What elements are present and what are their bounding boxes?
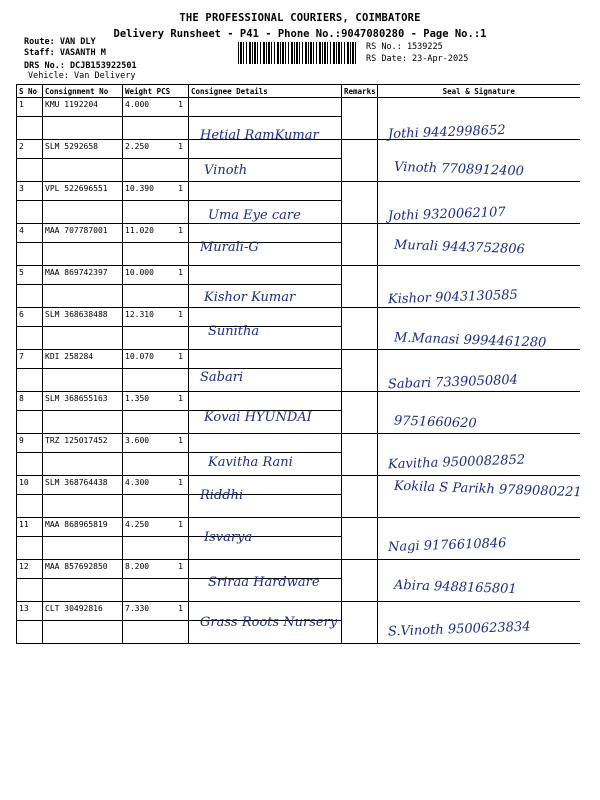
handwritten-signature: M.Manasi 9994461280 <box>393 330 547 351</box>
cell-remarks <box>342 560 378 602</box>
cell-weight <box>123 434 189 476</box>
cell-sno: 6 <box>17 308 43 350</box>
cell-consignment-no: SLM 368655163 <box>43 392 123 434</box>
cell-weight <box>123 182 189 224</box>
weight-value: 1.350 <box>125 394 150 403</box>
cell-remarks <box>342 224 378 266</box>
weight-value: 8.200 <box>125 562 150 571</box>
weight-value: 2.250 <box>125 142 150 151</box>
cell-weight <box>123 224 189 266</box>
handwritten-signature: 9751660620 <box>393 413 477 432</box>
pcs-value: 1 <box>178 142 183 151</box>
col-sno: S No <box>17 85 43 98</box>
handwritten-consignee: Murali-G <box>200 240 259 255</box>
cell-consignment-no: KMU 1192204 <box>43 98 123 140</box>
handwritten-signature: Abira 9488165801 <box>393 577 517 598</box>
handwritten-signature: Kavitha 9500082852 <box>387 452 526 473</box>
drs-label: DRS No.: DCJB153922501 <box>24 61 137 71</box>
cell-consignment-no: MAA 707787001 <box>43 224 123 266</box>
cell-sno: 13 <box>17 602 43 644</box>
col-consignment: Consignment No <box>43 85 123 98</box>
cell-consignment-no: VPL 522696551 <box>43 182 123 224</box>
cell-weight <box>123 560 189 602</box>
cell-weight <box>123 266 189 308</box>
handwritten-consignee: Kovai HYUNDAI <box>204 410 312 425</box>
cell-weight <box>123 350 189 392</box>
handwritten-signature: Vinoth 7708912400 <box>393 159 525 180</box>
pcs-value: 1 <box>178 520 183 529</box>
rs-number: RS No.: 1539225 <box>366 42 443 52</box>
vehicle-label: Vehicle: Van Delivery <box>28 71 136 81</box>
cell-sno: 9 <box>17 434 43 476</box>
cell-sno: 8 <box>17 392 43 434</box>
pcs-value: 1 <box>178 226 183 235</box>
handwritten-signature: Nagi 9176610846 <box>387 535 507 556</box>
handwritten-consignee: Vinoth <box>204 163 248 178</box>
col-remarks: Remarks <box>342 85 378 98</box>
weight-value: 10.000 <box>125 268 154 277</box>
cell-remarks <box>342 602 378 644</box>
barcode-image <box>238 42 356 64</box>
handwritten-consignee: Hetial RamKumar <box>200 128 319 143</box>
weight-value: 12.310 <box>125 310 154 319</box>
weight-value: 4.000 <box>125 100 150 109</box>
weight-value: 10.390 <box>125 184 154 193</box>
cell-remarks <box>342 266 378 308</box>
cell-consignment-no: SLM 5292658 <box>43 140 123 182</box>
pcs-value: 1 <box>178 604 183 613</box>
pcs-value: 1 <box>178 310 183 319</box>
handwritten-consignee: Isvarya <box>204 530 253 545</box>
cell-remarks <box>342 98 378 140</box>
cell-consignment-no: TRZ 125017452 <box>43 434 123 476</box>
cell-sno: 12 <box>17 560 43 602</box>
handwritten-consignee: Sabari <box>200 370 244 385</box>
cell-weight <box>123 98 189 140</box>
cell-consignment-no: MAA 869742397 <box>43 266 123 308</box>
handwritten-consignee: Kavitha Rani <box>208 455 293 470</box>
cell-remarks <box>342 350 378 392</box>
cell-sno: 11 <box>17 518 43 560</box>
pcs-value: 1 <box>178 394 183 403</box>
table-header-row <box>17 85 580 98</box>
handwritten-consignee: Grass Roots Nursery <box>200 615 338 630</box>
weight-value: 4.300 <box>125 478 150 487</box>
cell-sno: 4 <box>17 224 43 266</box>
col-consignee: Consignee Details <box>189 85 342 98</box>
handwritten-consignee: Sriraa Hardware <box>208 575 320 590</box>
staff-label: Staff: VASANTH M <box>24 48 106 58</box>
cell-sno: 10 <box>17 476 43 518</box>
handwritten-consignee: Riddhi <box>200 488 244 503</box>
cell-remarks <box>342 140 378 182</box>
cell-weight <box>123 518 189 560</box>
cell-consignment-no: SLM 368638488 <box>43 308 123 350</box>
rs-date: RS Date: 23-Apr-2025 <box>366 54 469 64</box>
cell-remarks <box>342 308 378 350</box>
pcs-value: 1 <box>178 478 183 487</box>
handwritten-signature: Jothi 9320062107 <box>387 204 506 225</box>
handwritten-signature: Sabari 7339050804 <box>387 372 519 393</box>
weight-value: 7.330 <box>125 604 150 613</box>
cell-sno: 5 <box>17 266 43 308</box>
cell-remarks <box>342 518 378 560</box>
pcs-value: 1 <box>178 100 183 109</box>
cell-consignment-no: CLT 30492816 <box>43 602 123 644</box>
company-title: THE PROFESSIONAL COURIERS, COIMBATORE <box>179 12 421 24</box>
cell-remarks <box>342 434 378 476</box>
handwritten-consignee: Uma Eye care <box>208 208 301 223</box>
cell-weight <box>123 392 189 434</box>
cell-sno: 3 <box>17 182 43 224</box>
pcs-value: 1 <box>178 436 183 445</box>
weight-value: 3.600 <box>125 436 150 445</box>
cell-consignment-no: MAA 857692850 <box>43 560 123 602</box>
cell-sno: 7 <box>17 350 43 392</box>
cell-weight <box>123 602 189 644</box>
col-weight-pcs: Weight PCS <box>123 85 189 98</box>
pcs-value: 1 <box>178 562 183 571</box>
handwritten-consignee: Kishor Kumar <box>204 290 296 305</box>
route-label: Route: VAN DLY <box>24 37 96 47</box>
runsheet-subtitle: Delivery Runsheet - P41 - Phone No.:9047080280 - Page No.:1 <box>113 28 487 40</box>
handwritten-signature: S.Vinoth 9500623834 <box>387 619 531 640</box>
weight-value: 10.070 <box>125 352 154 361</box>
handwritten-signature: Murali 9443752806 <box>393 237 526 258</box>
cell-remarks <box>342 476 378 518</box>
cell-consignment-no: KDI 258284 <box>43 350 123 392</box>
handwritten-consignee: Sunitha <box>208 324 260 339</box>
pcs-value: 1 <box>178 352 183 361</box>
handwritten-signature: Kokila S Parikh 9789080221 <box>393 478 582 501</box>
cell-weight <box>123 308 189 350</box>
pcs-value: 1 <box>178 184 183 193</box>
cell-remarks <box>342 182 378 224</box>
pcs-value: 1 <box>178 268 183 277</box>
cell-sno: 1 <box>17 98 43 140</box>
cell-weight <box>123 140 189 182</box>
weight-value: 4.250 <box>125 520 150 529</box>
handwritten-signature: Kishor 9043130585 <box>387 287 519 308</box>
weight-value: 11.020 <box>125 226 154 235</box>
cell-consignment-no: MAA 868965819 <box>43 518 123 560</box>
cell-weight <box>123 476 189 518</box>
cell-sno: 2 <box>17 140 43 182</box>
handwritten-signature: Jothi 9442998652 <box>387 122 506 143</box>
col-signature: Seal & Signature <box>378 85 580 98</box>
cell-remarks <box>342 392 378 434</box>
cell-consignment-no: SLM 368764438 <box>43 476 123 518</box>
